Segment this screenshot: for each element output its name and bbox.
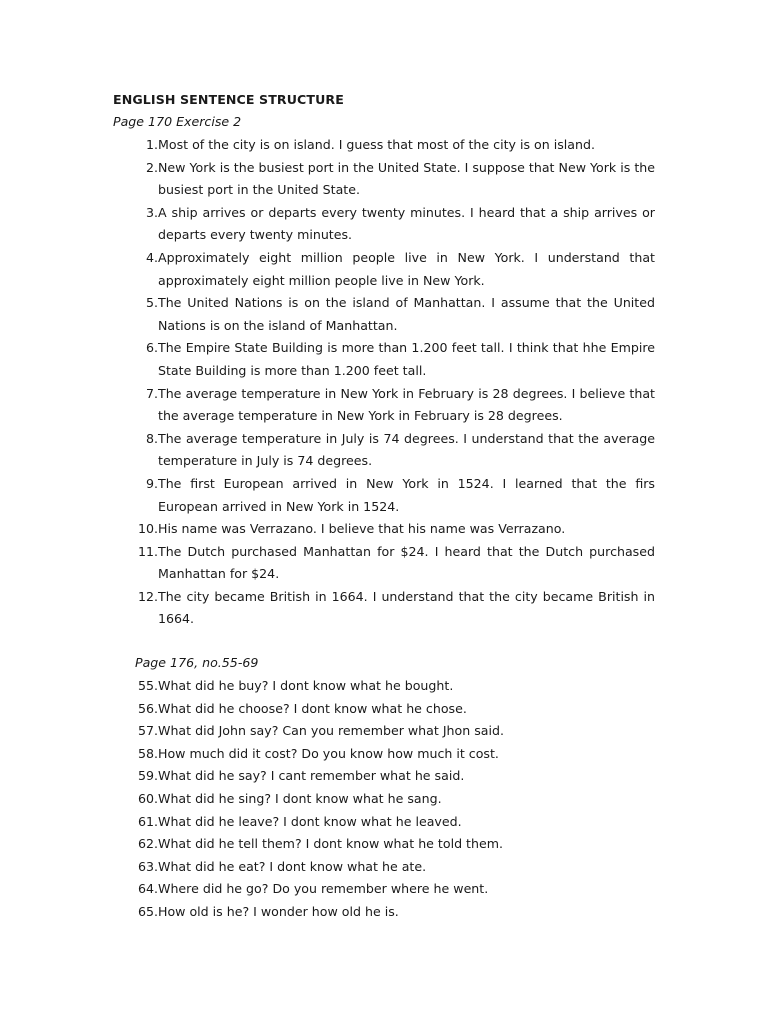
- item-number: 3.: [145, 204, 158, 220]
- exercise-2-list: [131, 134, 655, 631]
- item-text: His name was Verrazano. I believe that his name was Verrazano.: [158, 521, 566, 537]
- item-text: Where did he go? Do you remember where he went.: [158, 881, 489, 897]
- list-item: [131, 833, 655, 856]
- list-item: [131, 541, 655, 586]
- list-item: [131, 698, 655, 721]
- list-item: [131, 383, 655, 428]
- item-number: 6.: [145, 340, 158, 356]
- item-number: 55.: [137, 678, 158, 693]
- list-item: [131, 292, 655, 337]
- item-text: New York is the busiest port in the United State. I suppose that New York is the busiest port in the United State.: [158, 159, 655, 198]
- item-number: 63.: [137, 858, 158, 874]
- list-item: [131, 765, 655, 788]
- item-number: 64.: [137, 881, 158, 897]
- section-heading-page-176: Page 176, no.55-69: [135, 655, 259, 670]
- list-item: [131, 856, 655, 879]
- item-number: 12.: [137, 588, 158, 604]
- list-item: [131, 202, 655, 247]
- item-number: 2.: [145, 159, 158, 175]
- item-number: 10.: [137, 521, 158, 537]
- list-item: [131, 811, 655, 834]
- item-number: 58.: [137, 745, 158, 761]
- item-text: The United Nations is on the island of Manhattan. I assume that the United Nations is on the island of Manhattan.: [158, 295, 655, 333]
- item-text: A ship arrives or departs every twenty minutes. I heard that a ship arrives or departs every twenty minutes.: [158, 204, 655, 243]
- list-item: [131, 337, 655, 382]
- item-number: 57.: [137, 723, 158, 739]
- item-text: The Dutch purchased Manhattan for $24. I heard that the Dutch purchased Manhattan for $24.: [158, 543, 655, 582]
- item-number: 56.: [137, 700, 158, 716]
- item-text: What did he leave? I dont know what he leaved.: [158, 813, 462, 829]
- page-176-list: [131, 675, 655, 924]
- list-item: [131, 720, 655, 743]
- item-number: 61.: [137, 813, 158, 829]
- list-item: [131, 878, 655, 901]
- item-text: How old is he? I wonder how old he is.: [158, 903, 399, 919]
- item-text: What did he buy? I dont know what he bought.: [158, 678, 454, 693]
- document-title: ENGLISH SENTENCE STRUCTURE: [113, 92, 344, 107]
- list-item: [131, 428, 655, 473]
- item-number: 5.: [145, 295, 158, 311]
- item-text: What did John say? Can you remember what Jhon said.: [158, 723, 504, 739]
- item-text: What did he sing? I dont know what he sang.: [158, 790, 442, 806]
- item-text: What did he choose? I dont know what he chose.: [158, 700, 467, 716]
- list-item: [131, 247, 655, 292]
- list-item: [131, 586, 655, 631]
- item-number: 9.: [145, 475, 158, 491]
- item-number: 4.: [145, 249, 158, 265]
- item-number: 1.: [145, 137, 158, 152]
- list-item: [131, 473, 655, 518]
- item-number: 11.: [137, 543, 158, 559]
- item-number: 59.: [137, 768, 158, 784]
- list-item: [131, 518, 655, 541]
- list-item: [131, 788, 655, 811]
- item-text: What did he eat? I dont know what he ate.: [158, 858, 427, 874]
- list-item: [131, 901, 655, 924]
- item-text: How much did it cost? Do you know how much it cost.: [158, 745, 499, 761]
- item-text: The city became British in 1664. I understand that the city became British in 1664.: [158, 588, 655, 627]
- section-heading-exercise-2: Page 170 Exercise 2: [113, 114, 242, 129]
- item-text: The average temperature in New York in February is 28 degrees. I believe that the average temperature in New York in February is 28 degrees.: [158, 385, 655, 424]
- item-text: The average temperature in July is 74 degrees. I understand that the average temperature in July is 74 degrees.: [158, 430, 655, 469]
- list-item: [131, 675, 655, 698]
- item-text: The Empire State Building is more than 1.200 feet tall. I think that hhe Empire State Building is more than 1.200 feet tall.: [158, 340, 655, 378]
- item-number: 65.: [137, 903, 158, 919]
- item-text: What did he tell them? I dont know what he told them.: [158, 836, 503, 852]
- item-number: 8.: [145, 430, 158, 446]
- list-item: [131, 743, 655, 766]
- item-number: 7.: [145, 385, 158, 401]
- item-text: Approximately eight million people live in New York. I understand that approximately eight million people live in New York.: [158, 249, 655, 288]
- item-number: 62.: [137, 836, 158, 852]
- list-item: [131, 157, 655, 202]
- item-text: The first European arrived in New York in 1524. I learned that the firs European arrived in New York in 1524.: [158, 475, 655, 514]
- list-item: [131, 134, 655, 157]
- item-text: Most of the city is on island. I guess that most of the city is on island.: [158, 137, 595, 152]
- item-text: What did he say? I cant remember what he said.: [158, 768, 465, 784]
- item-number: 60.: [137, 790, 158, 806]
